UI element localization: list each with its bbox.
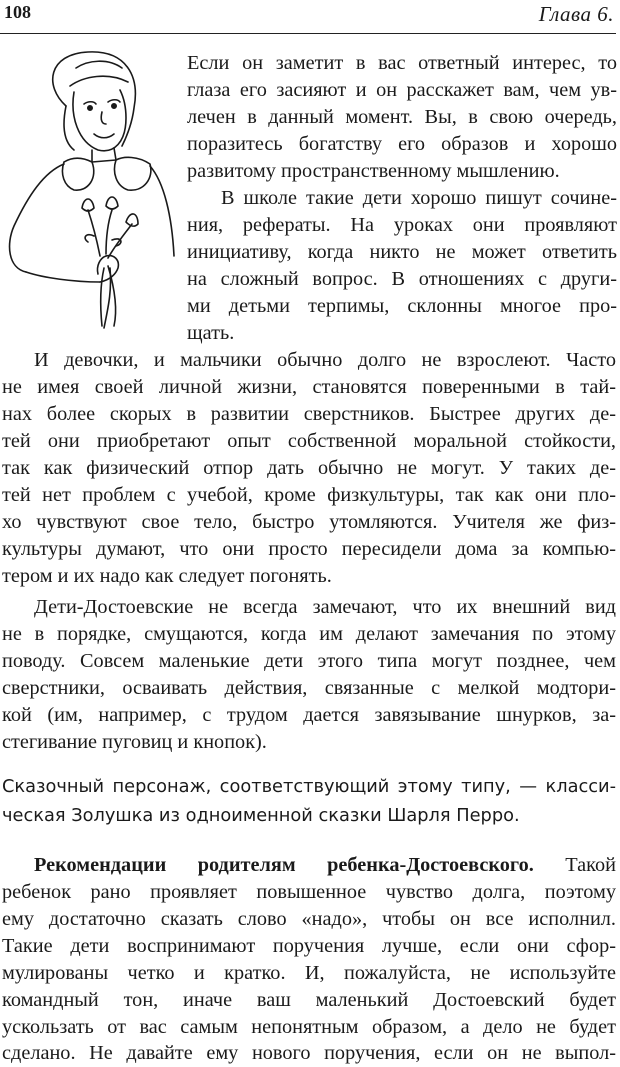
page-header bbox=[2, 0, 616, 32]
page-number: 108 bbox=[4, 2, 31, 22]
body-line: сделано. Не давайте ему нового поручения, если он не выпол- bbox=[2, 1042, 616, 1064]
header-rule bbox=[0, 33, 616, 34]
body-line: Если он заметит в вас ответный интерес, то bbox=[187, 52, 617, 74]
body-line: Дети-Достоевские не всегда замечают, что их внешний вид bbox=[34, 596, 616, 618]
body-line: на сложный вопрос. В отношениях с други- bbox=[187, 268, 617, 290]
sidebar-note-line: ческая Золушка из одноименной сказки Шарля Перро. bbox=[2, 805, 520, 826]
body-line: тей нет проблем с учебой, кроме физкультуры, так как они пло- bbox=[2, 484, 616, 506]
body-line: ускользать от вас самым непонятным образом, а дело не будет bbox=[2, 1016, 616, 1038]
body-line: ми детьми терпимы, склонны многое про- bbox=[187, 295, 617, 317]
body-text: Такой bbox=[565, 854, 616, 876]
body-line: развитому пространственному мышлению. bbox=[187, 160, 560, 182]
body-line: В школе такие дети хорошо пишут сочине- bbox=[221, 187, 617, 209]
body-line: кой (им, например, с трудом дается завязывание шнурков, за- bbox=[2, 704, 616, 726]
body-line: не в порядке, смущаются, когда им делают замечания по этому bbox=[2, 623, 616, 645]
body-line: тером и их надо как следует погонять. bbox=[2, 565, 332, 587]
recommendations-first-line bbox=[2, 852, 616, 879]
recommendations-heading: Рекомендации родителям ребенка-Достоевского. bbox=[34, 854, 534, 876]
body-line: не имея своей личной жизни, становятся поверенными в тай- bbox=[2, 376, 616, 398]
body-line: нах более скорых в развитии сверстников. Быстрее других де- bbox=[2, 403, 616, 425]
body-line: тей они приобретают опыт собственной моральной стойкости, bbox=[2, 430, 616, 452]
body-line: культуры думают, что они просто пересидели дома за компью- bbox=[2, 538, 616, 560]
body-line: мулированы четко и кратко. И, пожалуйста, не используйте bbox=[2, 962, 616, 984]
body-line: хо чувствуют свое тело, быстро утомляются. Учителя же физ- bbox=[2, 511, 616, 533]
body-line: И девочки, и мальчики обычно долго не взрослеют. Часто bbox=[34, 349, 616, 371]
body-line: стегивание пуговиц и кнопок). bbox=[2, 731, 267, 753]
body-line: Такие дети воспринимают поручения лучше, если они сфор- bbox=[2, 935, 616, 957]
body-line: поразитесь богатству его образов и хорошо bbox=[187, 133, 617, 155]
body-line: инициативу, когда никто не может ответить bbox=[187, 241, 617, 263]
body-line: так как физический отпор дать обычно не могут. У таких де- bbox=[2, 457, 616, 479]
body-line: сверстники, осваивать действия, связанные с мелкой модтори- bbox=[2, 677, 616, 699]
body-line: ему достаточно сказать слово «надо», чтобы он все исполнил. bbox=[2, 908, 616, 930]
body-line: щать. bbox=[187, 322, 235, 344]
body-line: поводу. Совсем маленькие дети этого типа могут позднее, чем bbox=[2, 650, 616, 672]
body-line: ния, рефераты. На уроках они проявляют bbox=[187, 214, 617, 236]
girl-with-flowers-icon bbox=[4, 46, 180, 330]
body-line: командный тон, иначе ваш маленький Достоевский будет bbox=[2, 989, 616, 1011]
sidebar-note-line: Сказочный персонаж, соответствующий этому типу, — класси- bbox=[2, 776, 616, 797]
body-line: ребенок рано проявляет повышенное чувство долга, поэтому bbox=[2, 881, 616, 903]
chapter-running-title: Глава 6. bbox=[538, 2, 614, 26]
body-line: глаза его засияют и он расскажет вам, чем ув- bbox=[187, 79, 617, 101]
body-line: лечен в данный момент. Вы, в свою очередь, bbox=[187, 106, 617, 128]
